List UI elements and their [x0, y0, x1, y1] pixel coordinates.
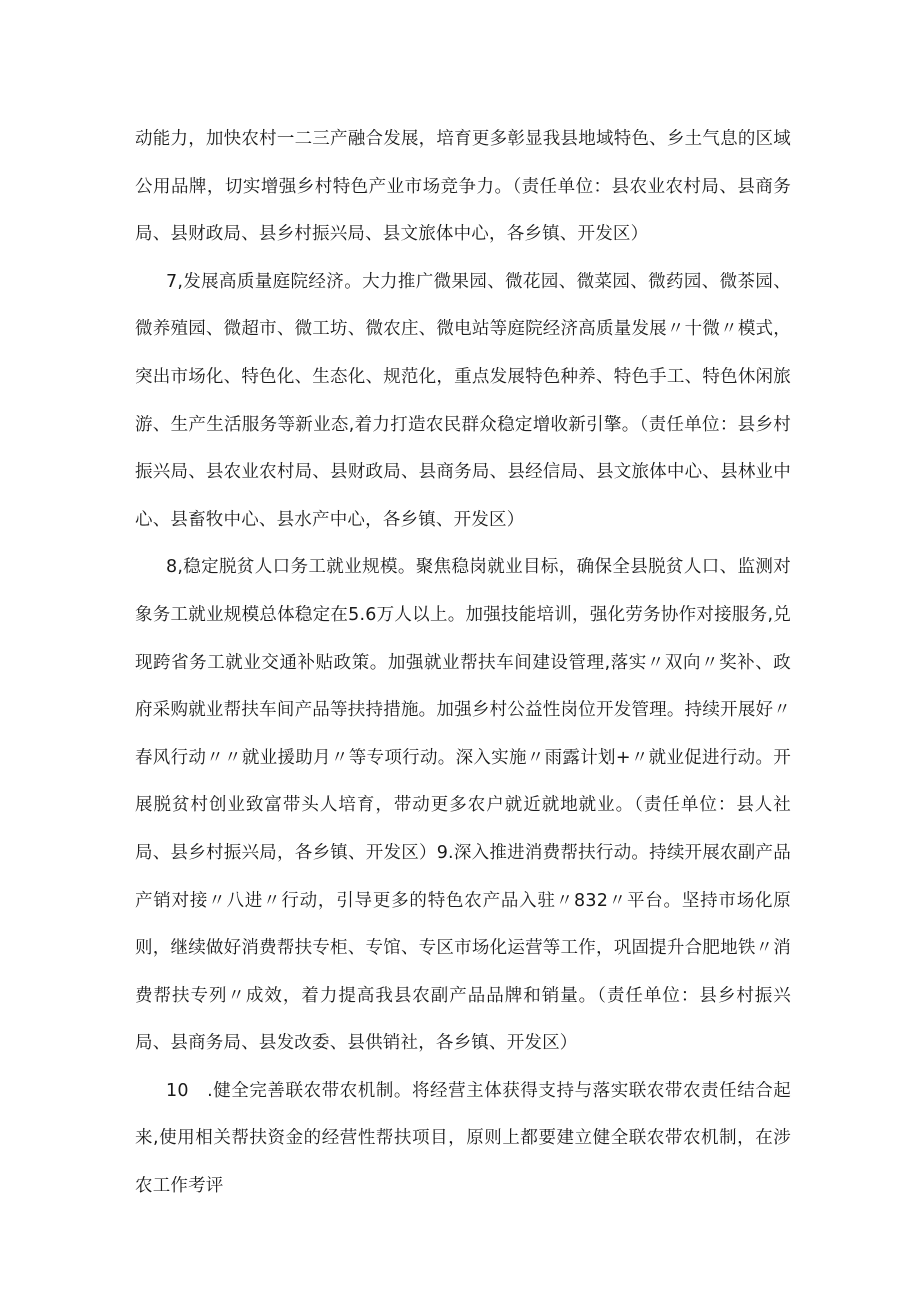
paragraph-item-8: 8,稳定脱贫人口务工就业规模。聚焦稳岗就业目标，确保全县脱贫人口、监测对象务工就业规模总体稳定在5.6万人以上。加强技能培训，强化劳务协作对接服务,兑现跨省务工就业交通补贴政策。加强就业帮扶车间建设管理,落实〃双向〃奖补、政府采购就业帮扶车间产品等扶持措施。加强乡村公益性岗位开发管理。持续开展好〃春风行动〃〃就业援助月〃等专项行动。深入实施〃雨露计划+〃就业促进行动。开展脱贫村创业致富带头人培育，带动更多农户就近就地就业。（责任单位：县人社局、县乡村振兴局，各乡镇、开发区）9.深入推进消费帮扶行动。持续开展农副产品产销对接〃八进〃行动，引导更多的特色农产品入驻〃832〃平台。坚持市场化原则，继续做好消费帮扶专柜、专馆、专区市场化运营等工作，巩固提升合肥地铁〃消费帮扶专列〃成效，着力提高我县农副产品品牌和销量。（责任单位：县乡村振兴局、县商务局、县发改委、县供销社，各乡镇、开发区）	[135, 557, 791, 1054]
paragraph-item-7: 7,发展高质量庭院经济。大力推广微果园、微花园、微菜园、微药园、微茶园、微养殖园、微超市、微工坊、微农庄、微电站等庭院经济高质量发展〃十微〃模式，突出市场化、特色化、生态化、规范化，重点发展特色种养、特色手工、特色休闲旅游、生产生活服务等新业态,着力打造农民群众稳定增收新引擎。（责任单位：县乡村振兴局、县农业农村局、县财政局、县商务局、县经信局、县文旅体中心、县林业中心、县畜牧中心、县水产中心，各乡镇、开发区）	[135, 271, 791, 530]
document-body	[135, 116, 791, 1211]
paragraph-continuation: 动能力，加快农村一二三产融合发展，培育更多彰显我县地域特色、乡土气息的区域公用品牌，切实增强乡村特色产业市场竞争力。（责任单位：县农业农村局、县商务局、县财政局、县乡村振兴局、县文旅体中心，各乡镇、开发区）	[135, 129, 791, 245]
paragraph-item-10: 10 .健全完善联农带农机制。将经营主体获得支持与落实联农带农责任结合起来,使用相关帮扶资金的经营性帮扶项目，原则上都要建立健全联农带农机制，在涉农工作考评	[135, 1080, 791, 1197]
